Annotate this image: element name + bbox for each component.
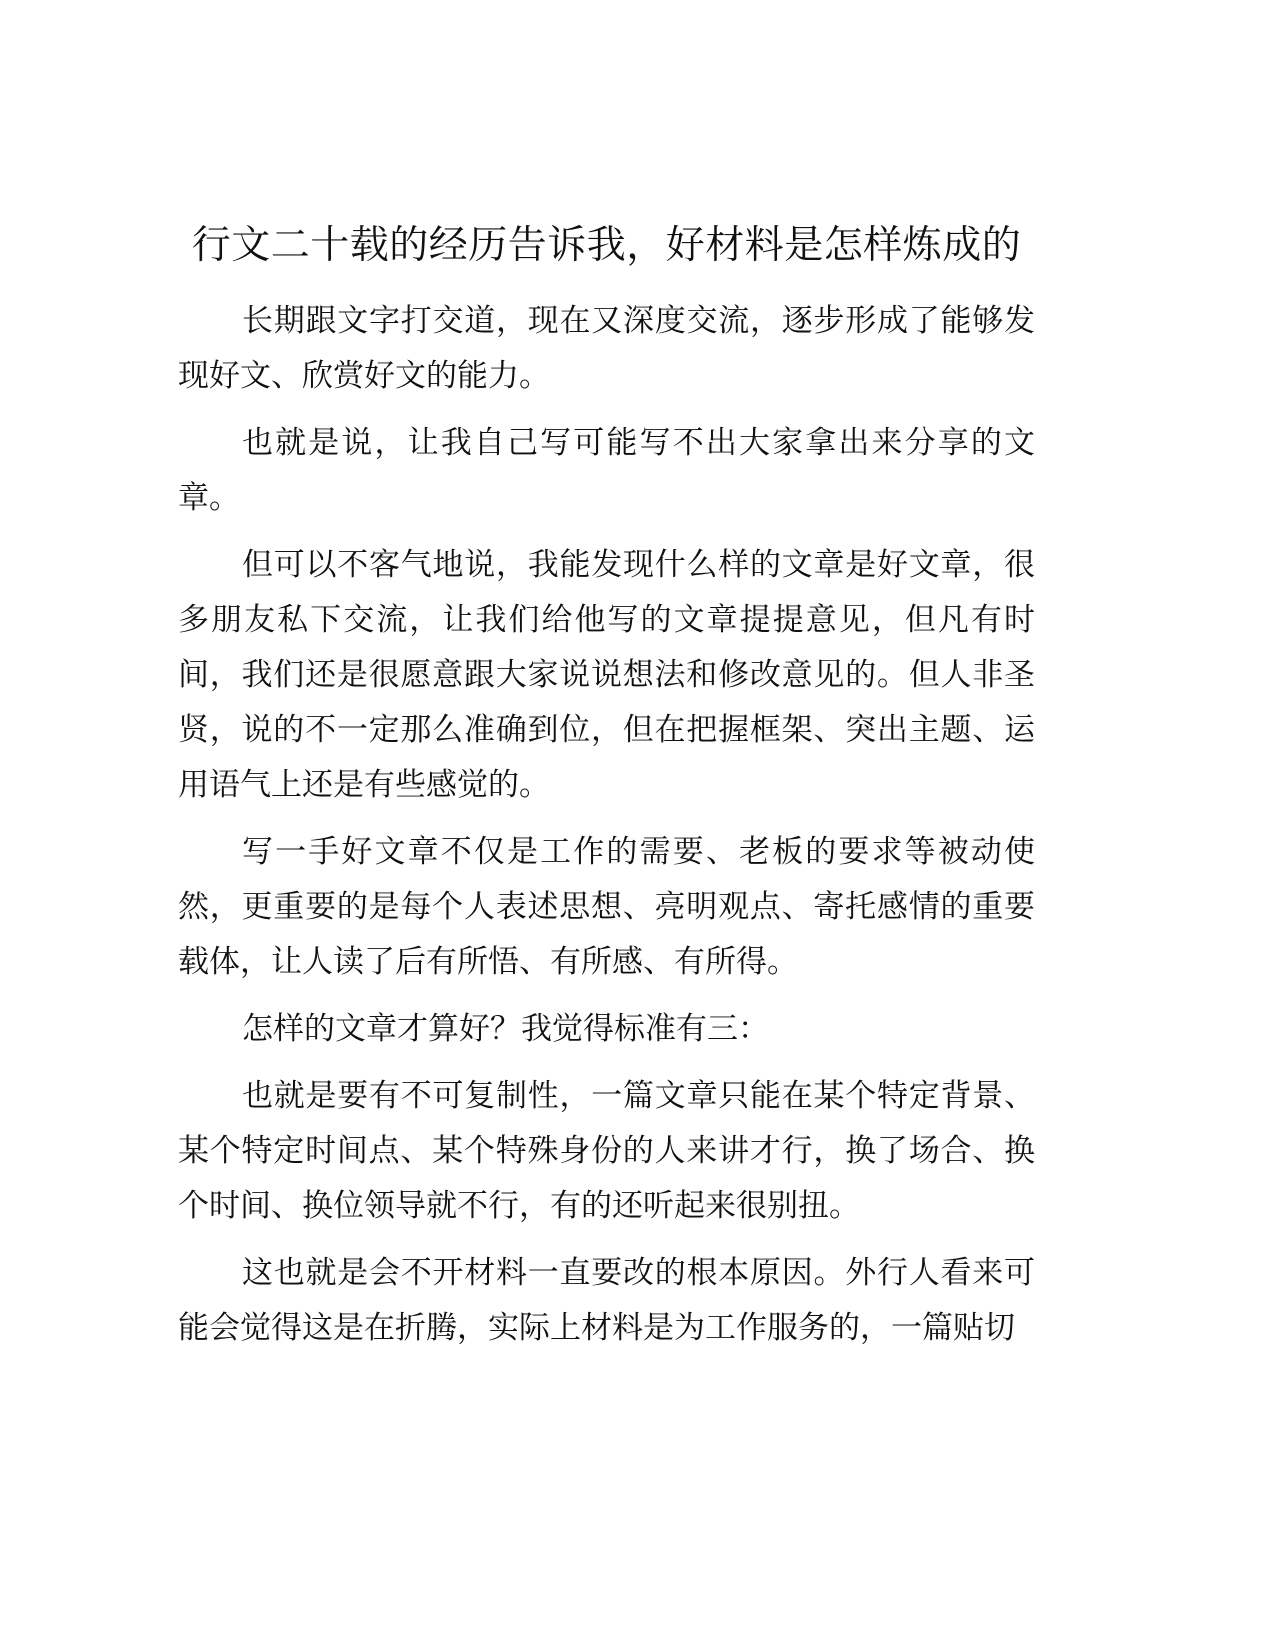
paragraph: 也就是要有不可复制性，一篇文章只能在某个特定背景、某个特定时间点、某个特殊身份的人来讲才行，换了场合、换个时间、换位领导就不行，有的还听起来很别扭。 bbox=[178, 1078, 1035, 1224]
paragraph: 但可以不客气地说，我能发现什么样的文章是好文章，很多朋友私下交流，让我们给他写的文章提提意见，但凡有时间，我们还是很愿意跟大家说说想法和修改意见的。但人非圣贤，说的不一定那么准确到位，但在把握框架、突出主题、运用语气上还是有些感觉的。 bbox=[178, 547, 1035, 803]
paragraph: 也就是说，让我自己写可能写不出大家拿出来分享的文章。 bbox=[178, 425, 1035, 516]
paragraph: 写一手好文章不仅是工作的需要、老板的要求等被动使然，更重要的是每个人表述思想、亮明观点、寄托感情的重要载体，让人读了后有所悟、有所感、有所得。 bbox=[178, 834, 1035, 980]
document-page bbox=[178, 218, 1035, 1368]
paragraph: 怎样的文章才算好？我觉得标准有三： bbox=[242, 1011, 769, 1047]
paragraph: 这也就是会不开材料一直要改的根本原因。外行人看来可能会觉得这是在折腾，实际上材料是为工作服务的，一篇贴切 bbox=[178, 1255, 1035, 1346]
document-title: 行文二十载的经历告诉我，好材料是怎样炼成的 bbox=[191, 223, 1022, 268]
paragraph: 长期跟文字打交道，现在又深度交流，逐步形成了能够发现好文、欣赏好文的能力。 bbox=[178, 303, 1035, 394]
